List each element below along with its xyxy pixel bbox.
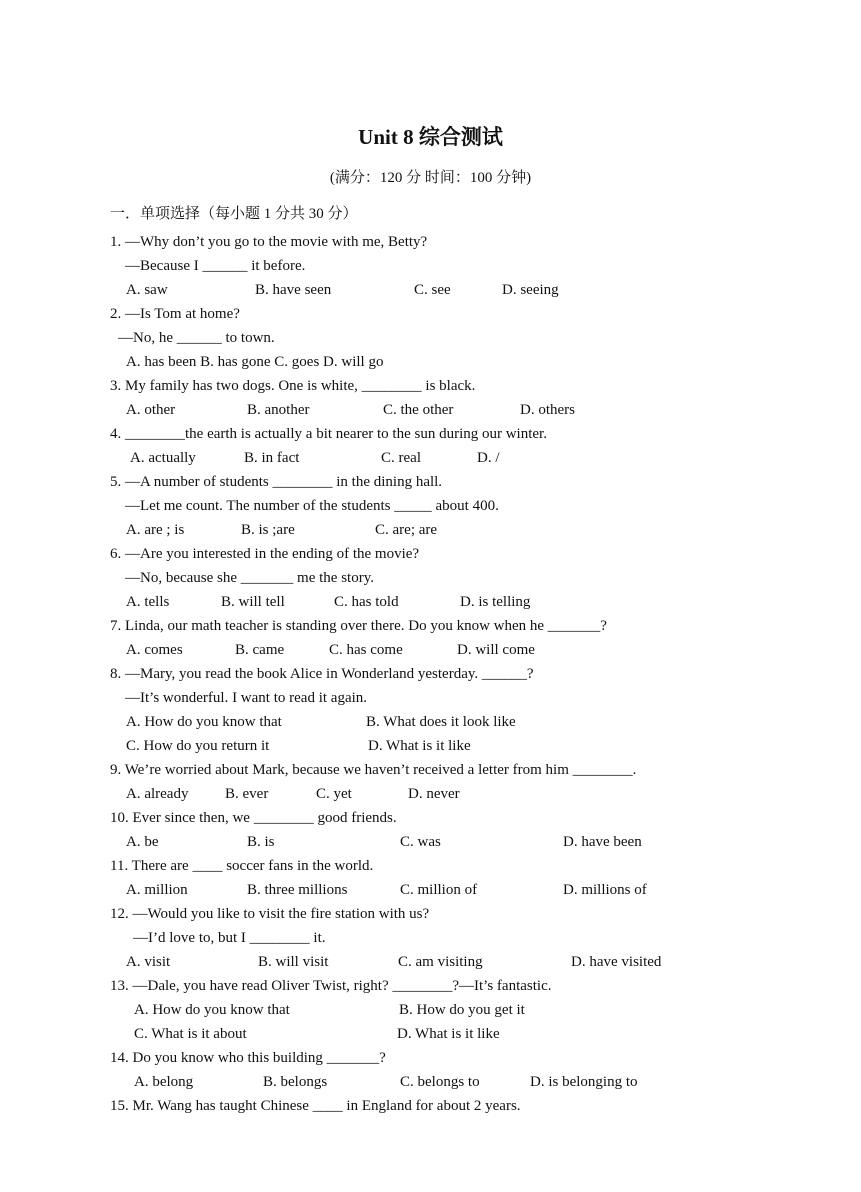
answer-option: A. belong: [134, 1074, 194, 1090]
question-reply: —It’s wonderful. I want to read it again.: [125, 690, 368, 706]
options-line: [0, 710, 861, 734]
question-reply: —No, because she _______ me the story.: [125, 570, 374, 586]
question-line: [0, 806, 861, 830]
answer-option: B. three millions: [247, 882, 348, 898]
question-list: [0, 230, 861, 1118]
answer-option: D. have visited: [571, 954, 662, 970]
question-line: [0, 614, 861, 638]
question-line: [0, 686, 861, 710]
options-line: [0, 590, 861, 614]
question-stem: 7. Linda, our math teacher is standing over there. Do you know when he _______?: [110, 618, 607, 634]
answer-option: C. are; are: [375, 522, 438, 538]
answer-option: D. never: [408, 786, 460, 802]
question-reply: —I’d love to, but I ________ it.: [133, 930, 326, 946]
answer-option: B. How do you get it: [399, 1002, 525, 1018]
answer-option: B. will visit: [258, 954, 329, 970]
question-stem: 2. —Is Tom at home?: [110, 306, 240, 322]
answer-option: D. is belonging to: [530, 1074, 638, 1090]
section-heading: 一．单项选择（每小题 1 分共 30 分）: [110, 206, 358, 222]
answer-option: B. ever: [225, 786, 269, 802]
question-line: [0, 302, 861, 326]
question-stem: 9. We’re worried about Mark, because we haven’t received a letter from him ________.: [110, 762, 637, 778]
answer-option: C. the other: [383, 402, 454, 418]
question-line: [0, 326, 861, 350]
answer-option: A. How do you know that: [134, 1002, 290, 1018]
options-line: [0, 830, 861, 854]
answer-option: A. are ; is: [126, 522, 185, 538]
question-stem: 4. ________the earth is actually a bit nearer to the sun during our winter.: [110, 426, 547, 442]
answer-option: B. in fact: [244, 450, 300, 466]
answer-option: D. seeing: [502, 282, 559, 298]
question-reply: —Let me count. The number of the students _____ about 400.: [125, 498, 499, 514]
document-title: Unit 8 综合测试: [358, 125, 503, 149]
options-line: [0, 638, 861, 662]
question-line: [0, 1046, 861, 1070]
answer-options: A. has been B. has gone C. goes D. will go: [126, 354, 384, 370]
question-line: [0, 902, 861, 926]
question-stem: 15. Mr. Wang has taught Chinese ____ in England for about 2 years.: [110, 1098, 521, 1114]
options-line: [0, 998, 861, 1022]
answer-option: A. million: [126, 882, 188, 898]
answer-option: D. will come: [457, 642, 535, 658]
question-line: [0, 494, 861, 518]
question-line: [0, 926, 861, 950]
options-line: [0, 446, 861, 470]
answer-option: C. real: [381, 450, 421, 466]
answer-option: D. What is it like: [368, 738, 471, 754]
question-stem: 12. —Would you like to visit the fire station with us?: [110, 906, 430, 922]
options-line: [0, 518, 861, 542]
options-line: [0, 278, 861, 302]
answer-option: B. What does it look like: [366, 714, 516, 730]
answer-option: A. saw: [126, 282, 168, 298]
options-line: [0, 782, 861, 806]
options-line: [0, 1070, 861, 1094]
question-stem: 3. My family has two dogs. One is white, ________ is black.: [110, 378, 476, 394]
question-stem: 5. —A number of students ________ in the dining hall.: [110, 474, 443, 490]
answer-option: C. was: [400, 834, 441, 850]
answer-option: B. belongs: [263, 1074, 328, 1090]
answer-option: B. came: [235, 642, 285, 658]
question-stem: 6. —Are you interested in the ending of the movie?: [110, 546, 420, 562]
question-reply: —No, he ______ to town.: [118, 330, 275, 346]
answer-option: B. is ;are: [241, 522, 295, 538]
question-stem: 11. There are ____ soccer fans in the world.: [110, 858, 374, 874]
answer-option: C. What is it about: [134, 1026, 247, 1042]
question-line: [0, 854, 861, 878]
question-stem: 10. Ever since then, we ________ good friends.: [110, 810, 397, 826]
question-stem: 8. —Mary, you read the book Alice in Wonderland yesterday. ______?: [110, 666, 534, 682]
answer-option: C. see: [414, 282, 451, 298]
question-stem: 14. Do you know who this building _______?: [110, 1050, 386, 1066]
question-line: [0, 1094, 861, 1118]
question-line: [0, 374, 861, 398]
answer-option: D. millions of: [563, 882, 647, 898]
answer-option: B. is: [247, 834, 275, 850]
answer-option: C. am visiting: [398, 954, 483, 970]
options-line: [0, 1022, 861, 1046]
answer-option: D. have been: [563, 834, 642, 850]
question-line: [0, 230, 861, 254]
question-line: [0, 422, 861, 446]
options-line: [0, 734, 861, 758]
options-line: [0, 950, 861, 974]
question-line: [0, 974, 861, 998]
answer-option: A. How do you know that: [126, 714, 282, 730]
question-stem: 13. —Dale, you have read Oliver Twist, right? ________?—It’s fantastic.: [110, 978, 552, 994]
answer-option: C. has come: [329, 642, 403, 658]
answer-option: C. How do you return it: [126, 738, 270, 754]
answer-option: B. another: [247, 402, 310, 418]
answer-option: A. be: [126, 834, 159, 850]
question-line: [0, 470, 861, 494]
answer-option: D. is telling: [460, 594, 531, 610]
options-line: [0, 398, 861, 422]
answer-option: A. comes: [126, 642, 183, 658]
question-reply: —Because I ______ it before.: [125, 258, 306, 274]
answer-option: B. have seen: [255, 282, 332, 298]
question-line: [0, 254, 861, 278]
answer-option: D. What is it like: [397, 1026, 500, 1042]
question-stem: 1. —Why don’t you go to the movie with me, Betty?: [110, 234, 428, 250]
options-line: [0, 878, 861, 902]
question-line: [0, 662, 861, 686]
answer-option: D. others: [520, 402, 575, 418]
answer-option: A. already: [126, 786, 189, 802]
options-line: [0, 350, 861, 374]
question-line: [0, 542, 861, 566]
answer-option: C. yet: [316, 786, 352, 802]
answer-option: C. has told: [334, 594, 399, 610]
answer-option: C. belongs to: [400, 1074, 480, 1090]
question-line: [0, 566, 861, 590]
answer-option: A. actually: [130, 450, 196, 466]
answer-option: C. million of: [400, 882, 478, 898]
answer-option: A. other: [126, 402, 176, 418]
document-subtitle: (满分：120 分 时间：100 分钟): [329, 170, 532, 186]
answer-option: D. /: [477, 450, 500, 466]
answer-option: B. will tell: [221, 594, 285, 610]
answer-option: A. tells: [126, 594, 170, 610]
answer-option: A. visit: [126, 954, 171, 970]
question-line: [0, 758, 861, 782]
